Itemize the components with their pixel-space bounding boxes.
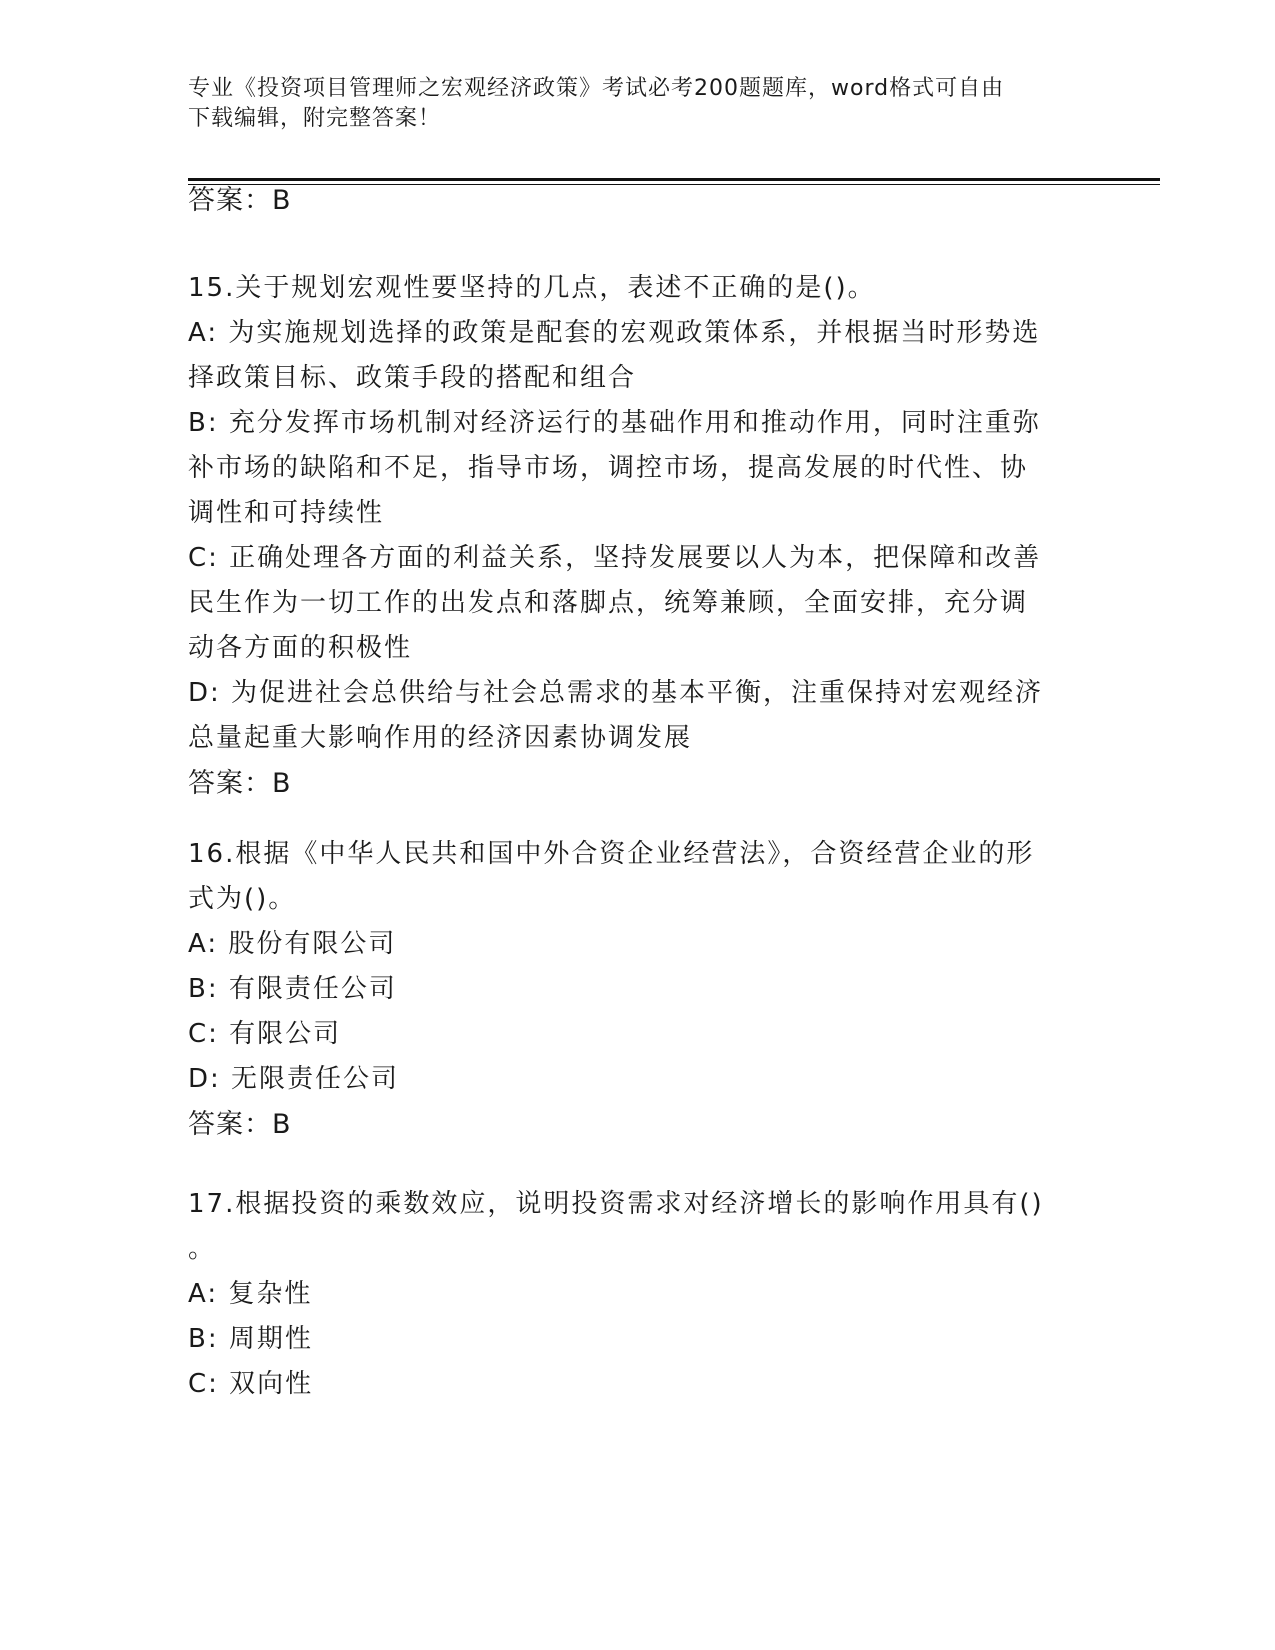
header-line-1: 专业《投资项目管理师之宏观经济政策》考试必考200题题库，word格式可自由: [188, 76, 1005, 101]
q17-option-b: B: 周期性: [188, 1324, 313, 1354]
answer-14: 答案：B: [188, 185, 292, 216]
q16-option-a: A: 股份有限公司: [188, 929, 397, 959]
q15-option-c-line-1: C: 正确处理各方面的利益关系，坚持发展要以人为本，把保障和改善: [188, 543, 1042, 573]
q15-stem: 15.关于规划宏观性要坚持的几点，表述不正确的是()。: [188, 273, 876, 303]
question-15: [188, 266, 1088, 806]
q17-option-a: A: 复杂性: [188, 1279, 313, 1309]
q17-option-c: C: 双向性: [188, 1369, 314, 1399]
q15-option-c-line-3: 动各方面的积极性: [188, 633, 413, 663]
q15-option-b-line-3: 调性和可持续性: [188, 498, 385, 528]
question-16: [188, 832, 1088, 1147]
q15-option-a-line-2: 择政策目标、政策手段的搭配和组合: [188, 363, 637, 393]
q16-stem-line-1: 16.根据《中华人民共和国中外合资企业经营法》，合资经营企业的形: [188, 839, 1035, 869]
q17-stem-line-2: 。: [188, 1234, 217, 1264]
q16-option-d: D: 无限责任公司: [188, 1064, 400, 1094]
q15-option-c-line-2: 民生作为一切工作的出发点和落脚点，统筹兼顾，全面安排，充分调: [188, 588, 1029, 618]
q15-option-a-line-1: A: 为实施规划选择的政策是配套的宏观政策体系，并根据当时形势选: [188, 318, 1041, 348]
q16-answer: 答案：B: [188, 1109, 292, 1140]
answer-block-14: [188, 178, 1088, 223]
q15-option-b-line-2: 补市场的缺陷和不足，指导市场，调控市场，提高发展的时代性、协: [188, 453, 1029, 483]
q15-option-d-line-1: D: 为促进社会总供给与社会总需求的基本平衡，注重保持对宏观经济: [188, 678, 1044, 708]
q16-option-c: C: 有限公司: [188, 1019, 342, 1049]
q15-answer: 答案：B: [188, 768, 292, 799]
question-17: [188, 1182, 1088, 1407]
q15-option-b-line-1: B: 充分发挥市场机制对经济运行的基础作用和推动作用，同时注重弥: [188, 408, 1041, 438]
q16-stem-line-2: 式为()。: [188, 884, 297, 914]
q15-option-d-line-2: 总量起重大影响作用的经济因素协调发展: [188, 723, 693, 753]
q16-option-b: B: 有限责任公司: [188, 974, 397, 1004]
header-line-2: 下载编辑，附完整答案！: [188, 106, 442, 131]
page-header: [188, 74, 1088, 134]
q17-stem-line-1: 17.根据投资的乘数效应，说明投资需求对经济增长的影响作用具有(): [188, 1189, 1044, 1219]
